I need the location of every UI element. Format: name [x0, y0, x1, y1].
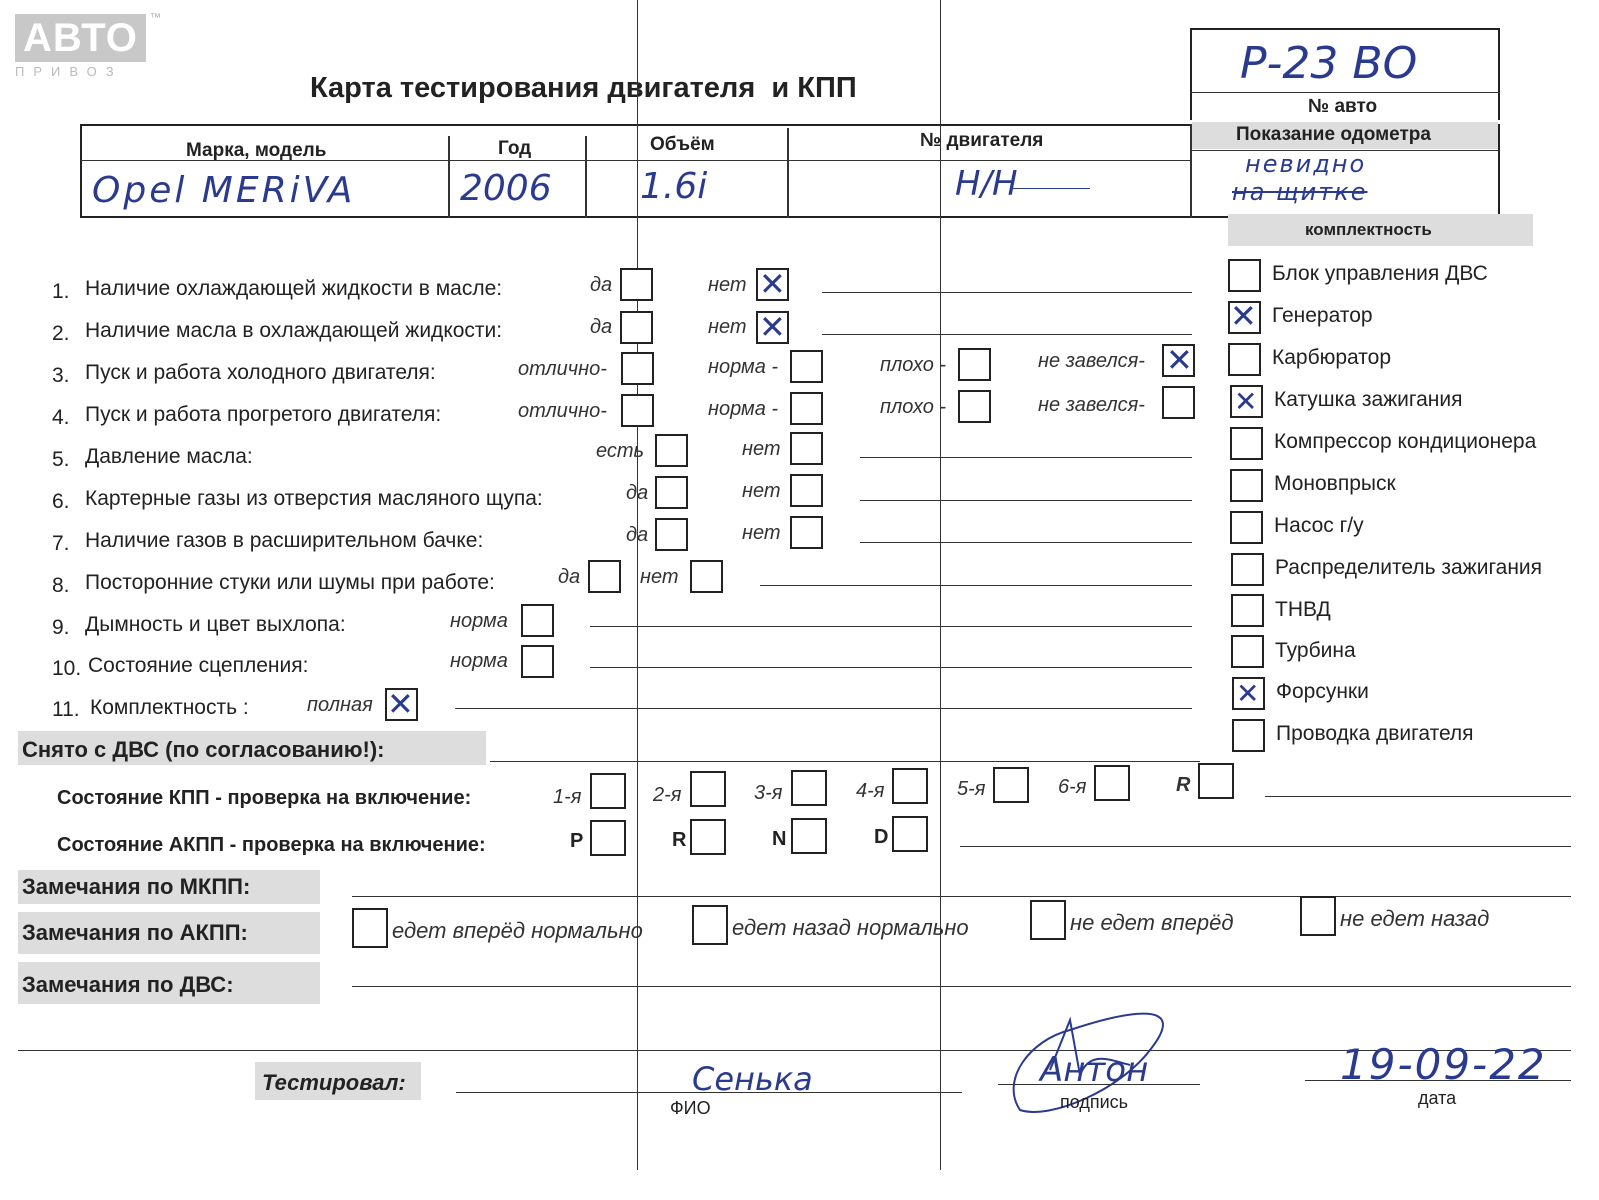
question-4-opt-normal: норма -	[708, 398, 779, 420]
akpp-remark-forward-ok: едет вперёд нормально	[392, 918, 643, 943]
kpp-label: Состояние КПП - проверка на включение:	[57, 787, 472, 809]
car-number-label: № авто	[1308, 96, 1378, 117]
akpp-opt-d: D	[874, 826, 889, 848]
question-2-checkbox-yes[interactable]	[620, 311, 653, 344]
question-9-checkbox-normal[interactable]	[521, 604, 554, 637]
question-11-opt-full: полная	[307, 694, 373, 716]
question-3-text: Пуск и работа холодного двигателя:	[85, 361, 436, 384]
question-5-opt-yes: есть	[596, 440, 645, 462]
completeness-checkbox-turbine[interactable]	[1231, 635, 1264, 668]
completeness-label-ecu: Блок управления ДВС	[1272, 262, 1488, 285]
year-value: 2006	[460, 168, 552, 209]
question-1-text: Наличие охлаждающей жидкости в масле:	[85, 277, 503, 300]
completeness-label-generator: Генератор	[1272, 304, 1373, 327]
question-5-number: 5.	[52, 448, 70, 471]
question-8-opt-no: нет	[640, 566, 679, 588]
question-7-opt-no: нет	[742, 522, 781, 544]
akpp-checkbox-n[interactable]	[791, 818, 827, 854]
completeness-checkbox-distributor[interactable]	[1231, 553, 1264, 586]
question-6-text: Картерные газы из отверстия масляного щупа:	[85, 487, 543, 510]
kpp-checkbox-4[interactable]	[892, 768, 928, 804]
question-11-text: Комплектность :	[90, 696, 249, 719]
akpp-checkbox-p[interactable]	[590, 820, 626, 856]
fold-line-1	[637, 0, 638, 1170]
question-2-opt-no: нет	[708, 316, 747, 338]
akpp-remark-checkbox-no-forward[interactable]	[1030, 900, 1066, 940]
question-6-opt-yes: да	[626, 482, 649, 504]
date-label: дата	[1418, 1088, 1457, 1108]
kpp-checkbox-6[interactable]	[1094, 765, 1130, 801]
logo-sub: ПРИВОЗ	[15, 64, 123, 79]
question-9-number: 9.	[52, 616, 70, 639]
signature: Антон	[1040, 1050, 1149, 1090]
question-3-opt-normal: норма -	[708, 356, 779, 378]
question-4-checkbox-not-started[interactable]	[1162, 386, 1195, 419]
completeness-label-ignition-coil: Катушка зажигания	[1274, 388, 1463, 411]
odometer-label: Показание одометра	[1236, 124, 1431, 145]
logo	[15, 14, 146, 79]
akpp-opt-r: R	[672, 829, 687, 851]
question-3-opt-excellent: отлично-	[518, 358, 607, 380]
question-11-number: 11.	[52, 698, 80, 721]
question-10-text: Состояние сцепления:	[88, 654, 309, 677]
logo-main: АВТО	[15, 14, 146, 62]
question-9-opt-normal: норма	[450, 610, 508, 632]
check-mark-icon: ✕	[759, 308, 786, 346]
question-1-checkbox-yes[interactable]	[620, 268, 653, 301]
akpp-remark-checkbox-no-backward[interactable]	[1300, 896, 1336, 936]
tested-label: Тестировал:	[262, 1070, 406, 1095]
question-1-opt-no: нет	[708, 274, 747, 296]
fio-value: Сенька	[692, 1060, 813, 1098]
completeness-checkbox-ecu[interactable]	[1228, 259, 1261, 292]
completeness-title: комплектность	[1305, 220, 1432, 239]
kpp-checkbox-2[interactable]	[690, 771, 726, 807]
check-mark-icon: ✕	[387, 685, 414, 723]
question-9-text: Дымность и цвет выхлопа:	[85, 613, 346, 636]
question-1-opt-yes: да	[590, 274, 613, 296]
kpp-checkbox-5[interactable]	[993, 767, 1029, 803]
akpp-checkbox-d[interactable]	[892, 816, 928, 852]
question-4-checkbox-bad[interactable]	[958, 390, 991, 423]
question-3-checkbox-normal[interactable]	[790, 350, 823, 383]
header-col-model: Марка, модель	[186, 140, 327, 161]
question-4-opt-not-started: не завелся-	[1038, 394, 1145, 416]
question-7-checkbox-no[interactable]	[790, 516, 823, 549]
akpp-opt-p: P	[570, 830, 584, 852]
header-col-year: Год	[498, 138, 532, 159]
volume-value: 1.6i	[640, 166, 708, 207]
akpp-remark-no-backward: не едет назад	[1340, 906, 1490, 931]
completeness-label-injection-pump: ТНВД	[1275, 598, 1331, 621]
kpp-opt-3: 3-я	[754, 782, 783, 804]
question-8-text: Посторонние стуки или шумы при работе:	[85, 571, 495, 594]
date-value: 19-09-22	[1340, 1040, 1547, 1089]
completeness-checkbox-carburetor[interactable]	[1228, 343, 1261, 376]
question-2-number: 2.	[52, 322, 70, 345]
signature-label: подпись	[1060, 1092, 1129, 1112]
question-10-number: 10.	[52, 657, 82, 680]
kpp-opt-6: 6-я	[1058, 776, 1087, 798]
completeness-label-injectors: Форсунки	[1276, 680, 1369, 703]
completeness-label-mono-injection: Моновпрыск	[1274, 472, 1396, 495]
question-1-number: 1.	[52, 280, 70, 303]
check-mark-icon: ✕	[1234, 385, 1258, 418]
completeness-label-distributor: Распределитель зажигания	[1275, 556, 1543, 579]
question-6-number: 6.	[52, 490, 70, 513]
question-4-number: 4.	[52, 406, 70, 429]
akpp-remark-checkbox-backward-ok[interactable]	[692, 905, 728, 945]
question-5-text: Давление масла:	[85, 445, 253, 468]
question-4-checkbox-excellent[interactable]	[621, 394, 654, 427]
kpp-checkbox-3[interactable]	[791, 770, 827, 806]
question-5-checkbox-yes[interactable]	[655, 434, 688, 467]
question-8-number: 8.	[52, 574, 70, 597]
question-2-opt-yes: да	[590, 316, 613, 338]
completeness-checkbox-mono-injection[interactable]	[1230, 469, 1263, 502]
removed-label: Снято с ДВС (по согласованию!):	[22, 737, 385, 762]
akpp-opt-n: N	[772, 828, 787, 850]
question-7-opt-yes: да	[626, 524, 649, 546]
car-number-value: Р-23 ВО	[1240, 38, 1418, 89]
model-value: Opel MERiVA	[92, 170, 356, 211]
question-3-opt-bad: плохо -	[880, 354, 947, 376]
check-mark-icon: ✕	[1236, 677, 1260, 710]
page-title: Карта тестирования двигателя и КПП	[310, 72, 857, 104]
question-3-checkbox-excellent[interactable]	[621, 352, 654, 385]
logo-tm: ™	[150, 12, 161, 24]
kpp-opt-4: 4-я	[856, 780, 885, 802]
question-7-number: 7.	[52, 532, 70, 555]
akpp-remark-backward-ok: едет назад нормально	[732, 915, 969, 940]
question-7-text: Наличие газов в расширительном бачке:	[85, 529, 484, 552]
question-6-checkbox-no[interactable]	[790, 474, 823, 507]
question-7-checkbox-yes[interactable]	[655, 518, 688, 551]
question-3-checkbox-bad[interactable]	[958, 348, 991, 381]
kpp-opt-2: 2-я	[653, 784, 682, 806]
completeness-checkbox-wiring[interactable]	[1232, 719, 1265, 752]
remarks-akpp-label: Замечания по АКПП:	[22, 920, 248, 945]
check-mark-icon: ✕	[759, 265, 786, 303]
kpp-opt-r: R	[1176, 774, 1191, 796]
question-8-checkbox-no[interactable]	[690, 560, 723, 593]
akpp-checkbox-r[interactable]	[690, 819, 726, 855]
question-4-opt-bad: плохо -	[880, 396, 947, 418]
question-2-text: Наличие масла в охлаждающей жидкости:	[85, 319, 503, 342]
kpp-opt-1: 1-я	[553, 786, 582, 808]
remarks-dvs-label: Замечания по ДВС:	[22, 972, 234, 997]
header-col-volume: Объём	[650, 134, 715, 155]
question-3-opt-not-started: не завелся-	[1038, 350, 1145, 372]
odometer-value-2: на щитке	[1232, 178, 1368, 206]
completeness-label-carburetor: Карбюратор	[1272, 346, 1392, 369]
question-10-checkbox-normal[interactable]	[521, 645, 554, 678]
kpp-checkbox-1[interactable]	[590, 773, 626, 809]
completeness-label-wiring: Проводка двигателя	[1276, 722, 1474, 745]
question-4-text: Пуск и работа прогретого двигателя:	[85, 403, 442, 426]
completeness-checkbox-injection-pump[interactable]	[1231, 594, 1264, 627]
completeness-checkbox-ps-pump[interactable]	[1230, 511, 1263, 544]
question-10-opt-normal: норма	[450, 650, 508, 672]
completeness-label-ac-compressor: Компрессор кондиционера	[1274, 430, 1537, 453]
check-mark-icon: ✕	[1166, 341, 1193, 379]
question-5-checkbox-no[interactable]	[790, 432, 823, 465]
completeness-label-ps-pump: Насос г/у	[1274, 514, 1364, 537]
question-8-opt-yes: да	[558, 566, 581, 588]
engine-number-value: Н/Н	[955, 164, 1018, 204]
akpp-remark-no-forward: не едет вперёд	[1070, 910, 1234, 935]
question-3-number: 3.	[52, 364, 70, 387]
question-8-checkbox-yes[interactable]	[588, 560, 621, 593]
odometer-value-1: невидно	[1245, 150, 1367, 178]
fio-label: ФИО	[670, 1098, 711, 1118]
completeness-checkbox-ac-compressor[interactable]	[1230, 427, 1263, 460]
kpp-opt-5: 5-я	[957, 778, 986, 800]
question-4-checkbox-normal[interactable]	[790, 392, 823, 425]
akpp-remark-checkbox-forward-ok[interactable]	[352, 908, 388, 948]
completeness-label-turbine: Турбина	[1275, 639, 1356, 662]
question-4-opt-excellent: отлично-	[518, 400, 607, 422]
question-5-opt-no: нет	[742, 438, 781, 460]
question-6-checkbox-yes[interactable]	[655, 476, 688, 509]
check-mark-icon: ✕	[1230, 297, 1257, 335]
header-col-engine: № двигателя	[920, 130, 1044, 151]
question-6-opt-no: нет	[742, 480, 781, 502]
remarks-mkpp-label: Замечания по МКПП:	[22, 874, 251, 899]
akpp-label: Состояние АКПП - проверка на включение:	[57, 834, 486, 856]
kpp-checkbox-r[interactable]	[1198, 763, 1234, 799]
